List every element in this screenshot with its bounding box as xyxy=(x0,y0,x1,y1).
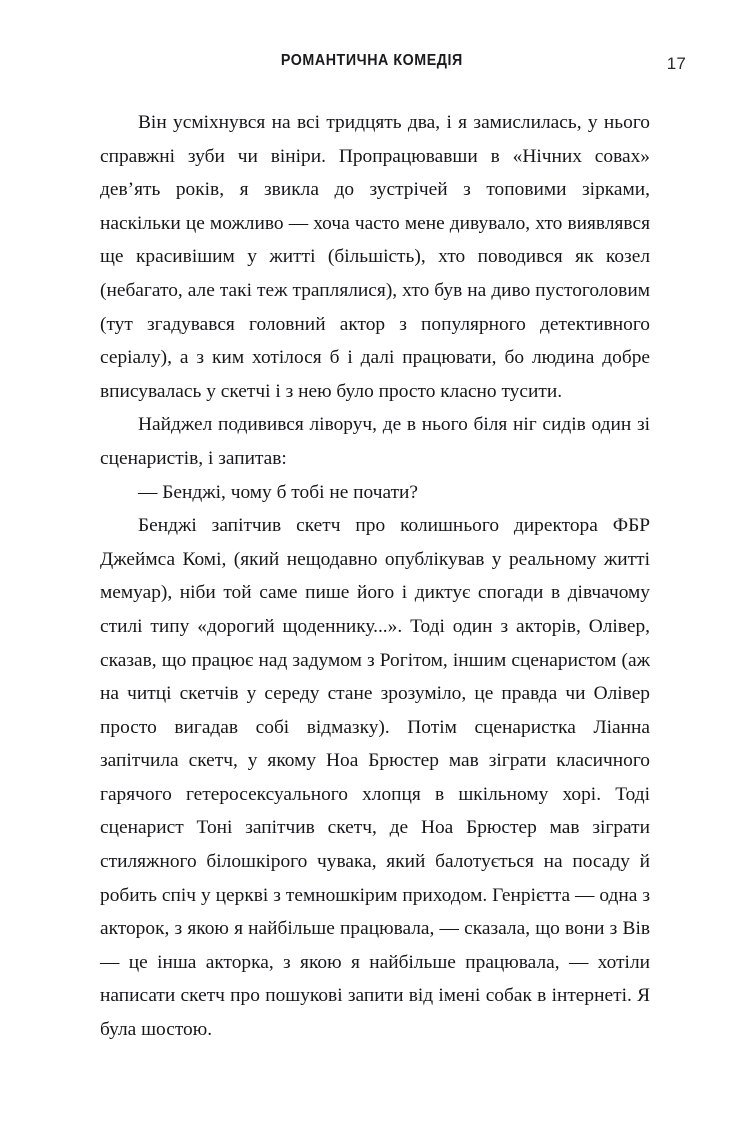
paragraph: Найджел подивився ліворуч, де в нього біля ніг сидів один зі сценаристів, і запитав: xyxy=(100,414,650,469)
page-number: 17 xyxy=(666,54,686,73)
paragraph: Бенджі запітчив скетч про колишнього директора ФБР Джеймса Комі, (який нещодавно опублікував у реальному житті мемуар), ніби той саме пише його і диктує спогади в дівчачому стилі типу «дорогий щоденнику...». Тоді один з акторів, Олівер, сказав, що працює над задумом з Рогітом, іншим сценаристом (аж на читці скетчів у середу стане зрозуміло, це правда чи Олівер просто вигадав собі відмазку). Потім сценаристка Ліанна запітчила скетч, у якому Ноа Брюстер мав зіграти класичного гарячого гетеросексуального хлопця в шкільному хорі. Тоді сценарист Тоні запітчив скетч, де Ноа Брюстер мав зіграти стиляжного білошкірого чувака, який балотується на посаду й робить спіч у церкві з темношкірим приходом. Генрієтта — одна з акторок, з якою я найбільше працювала, — сказала, що вони з Вів — це інша акторка, з якою я найбільше працювала, — хотіли написати скетч про пошукові запити від імені собак в інтернеті. Я була шостою. xyxy=(100,515,650,1041)
dialogue-line: — Бенджі, чому б тобі не почати? xyxy=(138,481,419,503)
running-head xyxy=(100,52,686,78)
body-text-block xyxy=(100,106,650,1047)
running-head-title: РОМАНТИЧНА КОМЕДІЯ xyxy=(281,52,463,69)
paragraph: Він усміхнувся на всі тридцять два, і я замислилась, у нього справжні зуби чи вініри. Пропрацювавши в «Нічних совах» дев’ять років, я звикла до зустрічей з топовими зірками, наскільки це можливо — хоча часто мене дивувало, хто виявлявся ще красивішим у житті (більшість), хто поводився як козел (небагато, але такі теж траплялися), хто був на диво пустоголовим (тут згадувався головний актор з популярного детективного серіалу), а з ким хотілося б і далі працювати, бо людина добре вписувалась у скетчі і з нею було просто класно тусити. xyxy=(100,112,650,402)
